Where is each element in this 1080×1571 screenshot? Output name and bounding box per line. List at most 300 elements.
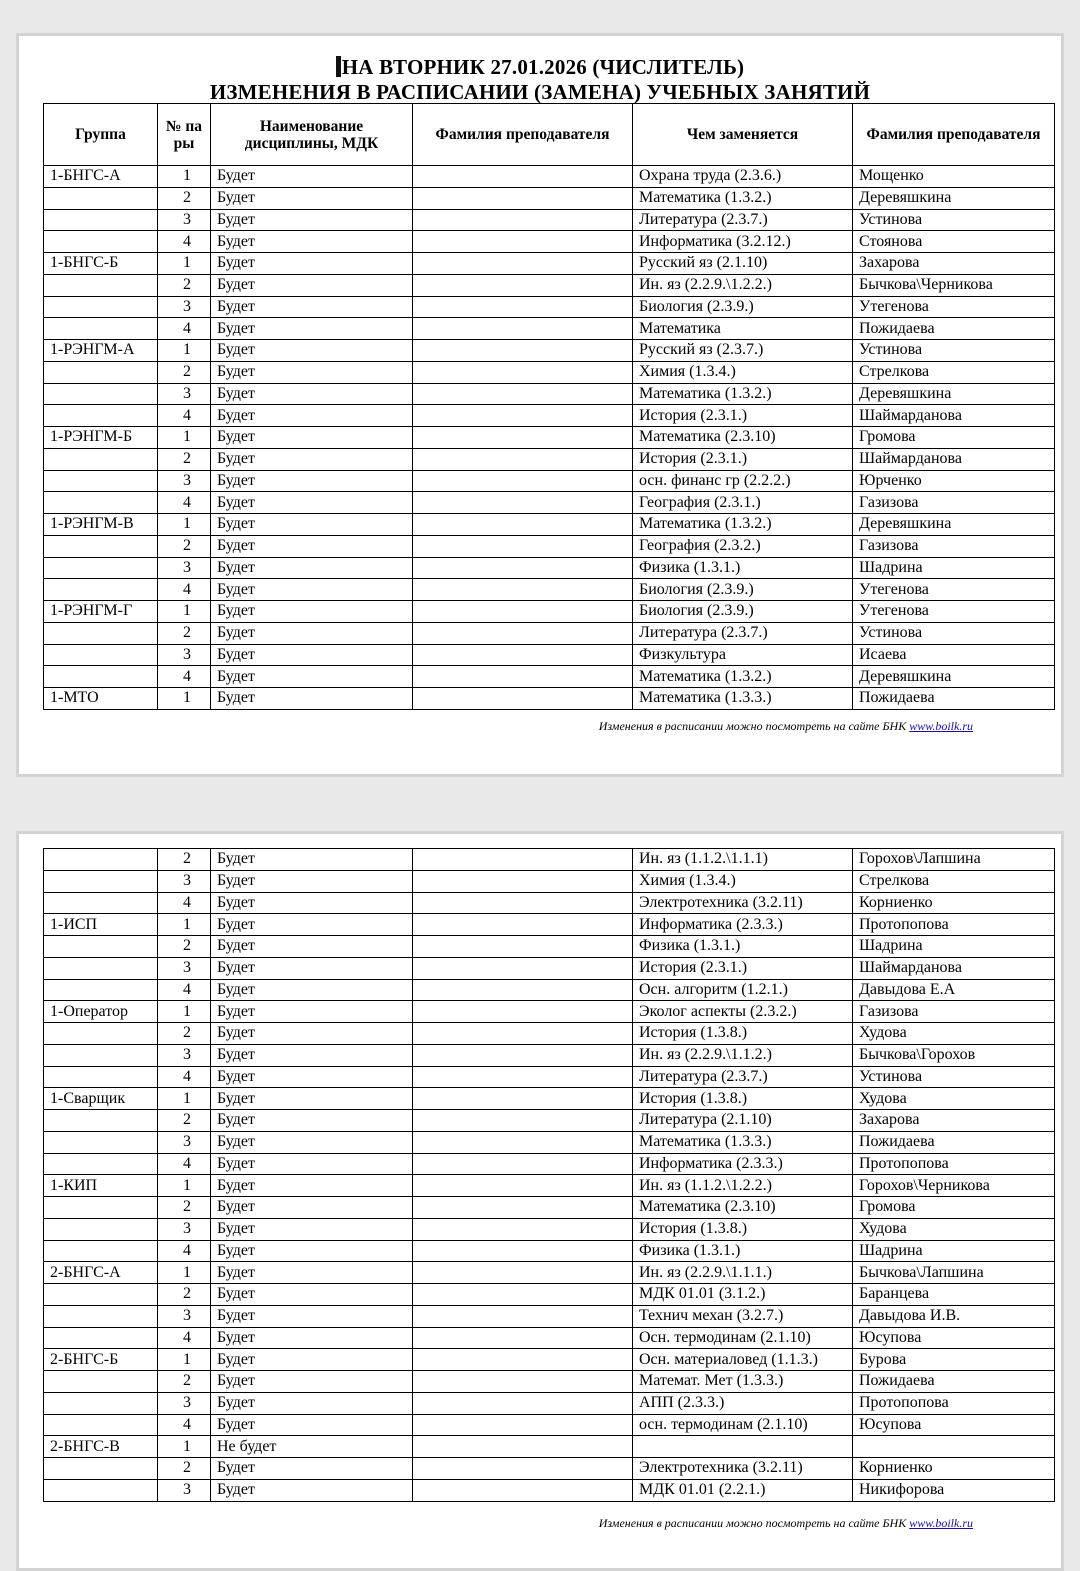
table-row	[44, 579, 1055, 601]
discipline-cell: Будет	[211, 383, 413, 405]
page-subtitle: ИЗМЕНЕНИЯ В РАСПИСАНИИ (ЗАМЕНА) УЧЕБНЫХ ЗАНЯТИЙ	[209, 80, 871, 104]
discipline-cell: Будет	[211, 1197, 413, 1219]
group-cell	[44, 1479, 158, 1501]
group-cell	[44, 274, 158, 296]
discipline-cell: Будет	[211, 1458, 413, 1480]
new-teacher-cell: Стрелкова	[853, 870, 1055, 892]
discipline-cell: Будет	[211, 979, 413, 1001]
pair-number-cell: 1	[158, 1088, 211, 1110]
table-row	[44, 1001, 1055, 1023]
table-row	[44, 253, 1055, 275]
teacher-cell	[413, 253, 633, 275]
new-teacher-cell: Пожидаева	[853, 318, 1055, 340]
group-cell: 1-БНГС-А	[44, 166, 158, 188]
new-teacher-cell: Шадрина	[853, 557, 1055, 579]
new-teacher-cell: Корниенко	[853, 892, 1055, 914]
discipline-cell: Будет	[211, 1371, 413, 1393]
discipline-cell: Будет	[211, 1262, 413, 1284]
discipline-cell: Будет	[211, 1131, 413, 1153]
new-teacher-cell: Бычкова\Горохов	[853, 1044, 1055, 1066]
group-cell	[44, 936, 158, 958]
pair-number-cell: 2	[158, 535, 211, 557]
teacher-cell	[413, 1131, 633, 1153]
table-row	[44, 1088, 1055, 1110]
discipline-cell: Будет	[211, 405, 413, 427]
replacement-cell: Биология (2.3.9.)	[633, 296, 853, 318]
new-teacher-cell: Стрелкова	[853, 361, 1055, 383]
header-new-teacher: Фамилия преподавателя	[853, 104, 1055, 166]
table-row	[44, 535, 1055, 557]
table-row	[44, 514, 1055, 536]
new-teacher-cell: Устинова	[853, 1066, 1055, 1088]
replacement-cell: Физика (1.3.1.)	[633, 557, 853, 579]
group-cell	[44, 361, 158, 383]
new-teacher-cell: Юрченко	[853, 470, 1055, 492]
table-row	[44, 1392, 1055, 1414]
replacement-cell: Ин. яз (2.2.9.\1.1.2.)	[633, 1044, 853, 1066]
pair-number-cell: 1	[158, 427, 211, 449]
table-row	[44, 1066, 1055, 1088]
group-cell	[44, 1392, 158, 1414]
table-row	[44, 166, 1055, 188]
new-teacher-cell: Протопопова	[853, 1153, 1055, 1175]
teacher-cell	[413, 1066, 633, 1088]
pair-number-cell: 2	[158, 1197, 211, 1219]
footer-note: Изменения в расписании можно посмотреть на сайте БНК www.boilk.ru	[598, 1516, 973, 1530]
new-teacher-cell: Устинова	[853, 622, 1055, 644]
group-cell	[44, 849, 158, 871]
group-cell	[44, 1023, 158, 1045]
discipline-cell: Будет	[211, 340, 413, 362]
new-teacher-cell: Никифорова	[853, 1479, 1055, 1501]
group-cell	[44, 1197, 158, 1219]
pair-number-cell: 3	[158, 209, 211, 231]
new-teacher-cell: Худова	[853, 1088, 1055, 1110]
teacher-cell	[413, 1218, 633, 1240]
group-cell	[44, 870, 158, 892]
group-cell	[44, 1153, 158, 1175]
replacement-cell: Ин. яз (2.2.9.\1.2.2.)	[633, 274, 853, 296]
new-teacher-cell: Устинова	[853, 209, 1055, 231]
discipline-cell: Будет	[211, 514, 413, 536]
new-teacher-cell: Шадрина	[853, 1240, 1055, 1262]
pair-number-cell: 3	[158, 957, 211, 979]
pair-number-cell: 2	[158, 361, 211, 383]
discipline-cell: Будет	[211, 936, 413, 958]
group-cell	[44, 666, 158, 688]
teacher-cell	[413, 1197, 633, 1219]
discipline-cell: Будет	[211, 870, 413, 892]
teacher-cell	[413, 1262, 633, 1284]
pair-number-cell: 1	[158, 1436, 211, 1458]
new-teacher-cell: Исаева	[853, 644, 1055, 666]
pair-number-cell: 2	[158, 1284, 211, 1306]
pair-number-cell: 3	[158, 383, 211, 405]
table-row	[44, 601, 1055, 623]
discipline-cell: Будет	[211, 1066, 413, 1088]
table-row	[44, 209, 1055, 231]
pair-number-cell: 4	[158, 1066, 211, 1088]
teacher-cell	[413, 1044, 633, 1066]
group-cell	[44, 892, 158, 914]
teacher-cell	[413, 209, 633, 231]
new-teacher-cell: Пожидаева	[853, 1371, 1055, 1393]
group-cell: 1-РЭНГМ-А	[44, 340, 158, 362]
pair-number-cell: 4	[158, 405, 211, 427]
pair-number-cell: 3	[158, 470, 211, 492]
table-row	[44, 1436, 1055, 1458]
new-teacher-cell: Давыдова Е.А	[853, 979, 1055, 1001]
pair-number-cell: 1	[158, 340, 211, 362]
group-cell: 2-БНГС-Б	[44, 1349, 158, 1371]
discipline-cell: Будет	[211, 557, 413, 579]
table-row	[44, 1479, 1055, 1501]
teacher-cell	[413, 1305, 633, 1327]
discipline-cell: Будет	[211, 1218, 413, 1240]
table-row	[44, 231, 1055, 253]
discipline-cell: Будет	[211, 1327, 413, 1349]
group-cell	[44, 957, 158, 979]
group-cell: 1-РЭНГМ-В	[44, 514, 158, 536]
table-row	[44, 1175, 1055, 1197]
pair-number-cell: 4	[158, 979, 211, 1001]
site-link[interactable]: www.boilk.ru	[909, 1516, 973, 1530]
discipline-cell: Будет	[211, 1110, 413, 1132]
replacement-cell: Русский яз (2.1.10)	[633, 253, 853, 275]
table-row	[44, 448, 1055, 470]
new-teacher-cell: Громова	[853, 1197, 1055, 1219]
pair-number-cell: 2	[158, 1110, 211, 1132]
replacement-cell: Осн. алгоритм (1.2.1.)	[633, 979, 853, 1001]
discipline-cell: Будет	[211, 318, 413, 340]
replacement-cell: Математика (1.3.2.)	[633, 187, 853, 209]
pair-number-cell: 3	[158, 870, 211, 892]
table-row	[44, 274, 1055, 296]
replacement-cell: Русский яз (2.3.7.)	[633, 340, 853, 362]
replacement-cell: Литература (2.3.7.)	[633, 209, 853, 231]
header-teacher: Фамилия преподавателя	[413, 104, 633, 166]
table-row	[44, 1218, 1055, 1240]
pair-number-cell: 4	[158, 1153, 211, 1175]
replacement-cell: История (1.3.8.)	[633, 1088, 853, 1110]
group-cell	[44, 579, 158, 601]
replacement-cell	[633, 1436, 853, 1458]
teacher-cell	[413, 318, 633, 340]
group-cell: 1-РЭНГМ-Г	[44, 601, 158, 623]
new-teacher-cell: Мощенко	[853, 166, 1055, 188]
table-row	[44, 1371, 1055, 1393]
replacement-cell: Ин. яз (1.1.2.\1.2.2.)	[633, 1175, 853, 1197]
group-cell	[44, 979, 158, 1001]
replacement-cell: История (2.3.1.)	[633, 448, 853, 470]
discipline-cell: Будет	[211, 253, 413, 275]
site-link[interactable]: www.boilk.ru	[909, 719, 973, 733]
discipline-cell: Будет	[211, 1175, 413, 1197]
teacher-cell	[413, 231, 633, 253]
new-teacher-cell: Давыдова И.В.	[853, 1305, 1055, 1327]
table-row	[44, 849, 1055, 871]
discipline-cell: Будет	[211, 688, 413, 710]
teacher-cell	[413, 383, 633, 405]
pair-number-cell: 4	[158, 1240, 211, 1262]
group-cell	[44, 1066, 158, 1088]
teacher-cell	[413, 514, 633, 536]
new-teacher-cell: Баранцева	[853, 1284, 1055, 1306]
group-cell	[44, 1305, 158, 1327]
replacement-cell: Литература (2.3.7.)	[633, 622, 853, 644]
group-cell	[44, 557, 158, 579]
table-row	[44, 1023, 1055, 1045]
teacher-cell	[413, 1436, 633, 1458]
table-row	[44, 361, 1055, 383]
table-row	[44, 492, 1055, 514]
header-group: Группа	[44, 104, 158, 166]
teacher-cell	[413, 1153, 633, 1175]
pair-number-cell: 2	[158, 1023, 211, 1045]
pair-number-cell: 1	[158, 166, 211, 188]
table-row	[44, 1284, 1055, 1306]
discipline-cell: Будет	[211, 914, 413, 936]
group-cell	[44, 1110, 158, 1132]
replacement-cell: Осн. термодинам (2.1.10)	[633, 1327, 853, 1349]
replacement-cell: История (1.3.8.)	[633, 1023, 853, 1045]
pair-number-cell: 1	[158, 1175, 211, 1197]
new-teacher-cell: Стоянова	[853, 231, 1055, 253]
table-row	[44, 318, 1055, 340]
pair-number-cell: 2	[158, 1371, 211, 1393]
teacher-cell	[413, 1284, 633, 1306]
document-page-1	[16, 33, 1064, 777]
pair-number-cell: 1	[158, 601, 211, 623]
replacement-cell: Биология (2.3.9.)	[633, 579, 853, 601]
replacement-cell: Литература (2.1.10)	[633, 1110, 853, 1132]
pair-number-cell: 1	[158, 253, 211, 275]
replacement-cell: География (2.3.1.)	[633, 492, 853, 514]
replacement-cell: МДК 01.01 (2.2.1.)	[633, 1479, 853, 1501]
table-row	[44, 1044, 1055, 1066]
table-row	[44, 870, 1055, 892]
replacement-cell: Электротехника (3.2.11)	[633, 1458, 853, 1480]
discipline-cell: Не будет	[211, 1436, 413, 1458]
discipline-cell: Будет	[211, 470, 413, 492]
group-cell	[44, 209, 158, 231]
replacement-cell: Осн. материаловед (1.1.3.)	[633, 1349, 853, 1371]
pair-number-cell: 3	[158, 557, 211, 579]
table-row	[44, 979, 1055, 1001]
group-cell	[44, 405, 158, 427]
replacement-cell: Технич механ (3.2.7.)	[633, 1305, 853, 1327]
discipline-cell: Будет	[211, 296, 413, 318]
group-cell	[44, 1371, 158, 1393]
discipline-cell: Будет	[211, 601, 413, 623]
new-teacher-cell: Деревяшкина	[853, 666, 1055, 688]
new-teacher-cell: Захарова	[853, 253, 1055, 275]
replacement-cell: Химия (1.3.4.)	[633, 361, 853, 383]
table-row	[44, 1262, 1055, 1284]
new-teacher-cell: Шаймарданова	[853, 405, 1055, 427]
new-teacher-cell: Громова	[853, 427, 1055, 449]
new-teacher-cell: Устинова	[853, 340, 1055, 362]
group-cell	[44, 1240, 158, 1262]
discipline-cell: Будет	[211, 1305, 413, 1327]
group-cell: 2-БНГС-В	[44, 1436, 158, 1458]
discipline-cell: Будет	[211, 1023, 413, 1045]
replacement-cell: Биология (2.3.9.)	[633, 601, 853, 623]
page-title: НА ВТОРНИК 27.01.2026 (ЧИСЛИТЕЛЬ)	[19, 54, 1061, 80]
discipline-cell: Будет	[211, 1392, 413, 1414]
group-cell	[44, 448, 158, 470]
group-cell	[44, 318, 158, 340]
pair-number-cell: 1	[158, 1262, 211, 1284]
new-teacher-cell: Газизова	[853, 1001, 1055, 1023]
pair-number-cell: 2	[158, 622, 211, 644]
teacher-cell	[413, 361, 633, 383]
discipline-cell: Будет	[211, 448, 413, 470]
group-cell: 1-БНГС-Б	[44, 253, 158, 275]
table-row	[44, 427, 1055, 449]
group-cell	[44, 492, 158, 514]
replacement-cell: Информатика (3.2.12.)	[633, 231, 853, 253]
new-teacher-cell: Пожидаева	[853, 1131, 1055, 1153]
new-teacher-cell: Утегенова	[853, 579, 1055, 601]
pair-number-cell: 3	[158, 1305, 211, 1327]
replacement-cell: Математика	[633, 318, 853, 340]
discipline-cell: Будет	[211, 166, 413, 188]
discipline-cell: Будет	[211, 957, 413, 979]
table-row	[44, 1131, 1055, 1153]
table-row	[44, 936, 1055, 958]
new-teacher-cell: Деревяшкина	[853, 187, 1055, 209]
teacher-cell	[413, 957, 633, 979]
replacement-cell: Математика (1.3.2.)	[633, 383, 853, 405]
text-cursor	[336, 56, 341, 77]
table-row	[44, 892, 1055, 914]
teacher-cell	[413, 405, 633, 427]
table-row	[44, 1305, 1055, 1327]
discipline-cell: Будет	[211, 231, 413, 253]
group-cell	[44, 1327, 158, 1349]
pair-number-cell: 3	[158, 644, 211, 666]
table-row	[44, 187, 1055, 209]
table-row	[44, 688, 1055, 710]
new-teacher-cell	[853, 1436, 1055, 1458]
discipline-cell: Будет	[211, 1349, 413, 1371]
discipline-cell: Будет	[211, 849, 413, 871]
table-row	[44, 383, 1055, 405]
teacher-cell	[413, 535, 633, 557]
replacement-cell: Электротехника (3.2.11)	[633, 892, 853, 914]
pair-number-cell: 1	[158, 914, 211, 936]
table-row	[44, 644, 1055, 666]
teacher-cell	[413, 492, 633, 514]
table-row	[44, 557, 1055, 579]
discipline-cell: Будет	[211, 361, 413, 383]
pair-number-cell: 3	[158, 1479, 211, 1501]
table-row	[44, 1197, 1055, 1219]
replacement-cell: Химия (1.3.4.)	[633, 870, 853, 892]
teacher-cell	[413, 579, 633, 601]
new-teacher-cell: Юсупова	[853, 1414, 1055, 1436]
teacher-cell	[413, 870, 633, 892]
discipline-cell: Будет	[211, 579, 413, 601]
group-cell	[44, 622, 158, 644]
new-teacher-cell: Захарова	[853, 1110, 1055, 1132]
pair-number-cell: 1	[158, 1349, 211, 1371]
new-teacher-cell: Бычкова\Лапшина	[853, 1262, 1055, 1284]
replacement-cell: Информатика (2.3.3.)	[633, 914, 853, 936]
group-cell	[44, 535, 158, 557]
teacher-cell	[413, 296, 633, 318]
group-cell	[44, 1284, 158, 1306]
replacement-cell: Охрана труда (2.3.6.)	[633, 166, 853, 188]
replacement-cell: осн. финанс гр (2.2.2.)	[633, 470, 853, 492]
replacement-cell: История (2.3.1.)	[633, 957, 853, 979]
pair-number-cell: 4	[158, 1327, 211, 1349]
new-teacher-cell: Газизова	[853, 492, 1055, 514]
new-teacher-cell: Корниенко	[853, 1458, 1055, 1480]
pair-number-cell: 4	[158, 492, 211, 514]
group-cell	[44, 1218, 158, 1240]
teacher-cell	[413, 187, 633, 209]
teacher-cell	[413, 1414, 633, 1436]
replacement-cell: осн. термодинам (2.1.10)	[633, 1414, 853, 1436]
pair-number-cell: 2	[158, 849, 211, 871]
group-cell	[44, 1458, 158, 1480]
header-discipline: Наименование дисциплины, МДК	[211, 104, 413, 166]
teacher-cell	[413, 166, 633, 188]
table-row	[44, 1349, 1055, 1371]
discipline-cell: Будет	[211, 492, 413, 514]
discipline-cell: Будет	[211, 274, 413, 296]
discipline-cell: Будет	[211, 1044, 413, 1066]
discipline-cell: Будет	[211, 535, 413, 557]
replacement-cell: Ин. яз (1.1.2.\1.1.1)	[633, 849, 853, 871]
teacher-cell	[413, 979, 633, 1001]
pair-number-cell: 3	[158, 1044, 211, 1066]
replacement-cell: Математика (1.3.3.)	[633, 688, 853, 710]
pair-number-cell: 2	[158, 1458, 211, 1480]
pair-number-cell: 4	[158, 666, 211, 688]
pair-number-cell: 4	[158, 892, 211, 914]
discipline-cell: Будет	[211, 1088, 413, 1110]
group-cell	[44, 296, 158, 318]
pair-number-cell: 4	[158, 231, 211, 253]
teacher-cell	[413, 1001, 633, 1023]
discipline-cell: Будет	[211, 209, 413, 231]
schedule-table-1	[43, 103, 1055, 710]
new-teacher-cell: Шаймарданова	[853, 957, 1055, 979]
table-row	[44, 470, 1055, 492]
pair-number-cell: 2	[158, 936, 211, 958]
replacement-cell: Физика (1.3.1.)	[633, 1240, 853, 1262]
teacher-cell	[413, 1349, 633, 1371]
discipline-cell: Будет	[211, 666, 413, 688]
new-teacher-cell: Деревяшкина	[853, 514, 1055, 536]
pair-number-cell: 4	[158, 1414, 211, 1436]
table-row	[44, 666, 1055, 688]
teacher-cell	[413, 1175, 633, 1197]
footer-note: Изменения в расписании можно посмотреть на сайте БНК www.boilk.ru	[598, 719, 973, 733]
table-row	[44, 1458, 1055, 1480]
group-cell	[44, 1414, 158, 1436]
teacher-cell	[413, 274, 633, 296]
discipline-cell: Будет	[211, 1153, 413, 1175]
replacement-cell: Физика (1.3.1.)	[633, 936, 853, 958]
group-cell	[44, 1131, 158, 1153]
new-teacher-cell: Шаймарданова	[853, 448, 1055, 470]
discipline-cell: Будет	[211, 1414, 413, 1436]
group-cell: 1-КИП	[44, 1175, 158, 1197]
